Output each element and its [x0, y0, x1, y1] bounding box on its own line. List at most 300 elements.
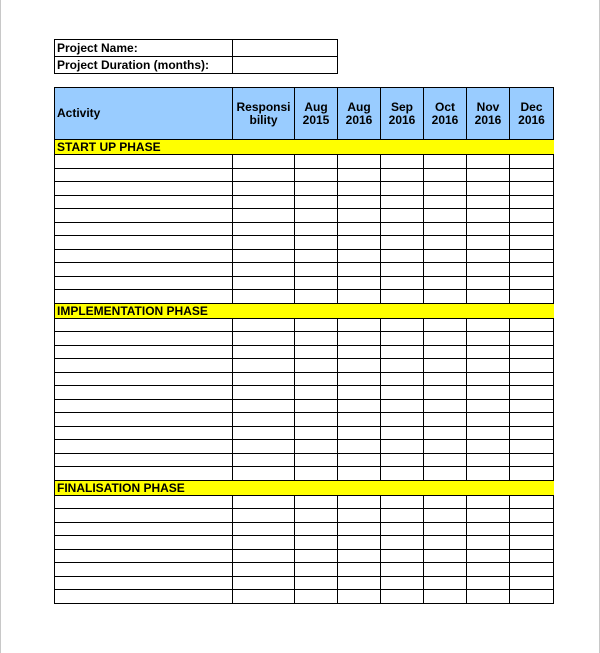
- month-cell[interactable]: [467, 263, 510, 277]
- activity-cell[interactable]: [55, 209, 233, 223]
- month-cell[interactable]: [424, 222, 467, 236]
- month-cell[interactable]: [467, 290, 510, 304]
- month-cell[interactable]: [510, 372, 554, 386]
- month-cell[interactable]: [381, 372, 424, 386]
- responsibility-cell[interactable]: [233, 495, 295, 509]
- month-cell[interactable]: [295, 467, 338, 481]
- month-cell[interactable]: [295, 495, 338, 509]
- responsibility-cell[interactable]: [233, 413, 295, 427]
- responsibility-cell[interactable]: [233, 590, 295, 604]
- month-cell[interactable]: [467, 467, 510, 481]
- month-cell[interactable]: [381, 549, 424, 563]
- responsibility-header-line1: Responsi: [236, 99, 291, 114]
- month-cell[interactable]: [424, 182, 467, 196]
- activity-cell[interactable]: [55, 413, 233, 427]
- month-cell[interactable]: [424, 509, 467, 523]
- month-cell[interactable]: [338, 263, 381, 277]
- month-cell[interactable]: [381, 236, 424, 250]
- project-duration-field[interactable]: [233, 57, 338, 74]
- month-cell[interactable]: [510, 182, 554, 196]
- month-cell[interactable]: [381, 453, 424, 467]
- month-cell[interactable]: [381, 576, 424, 590]
- month-cell[interactable]: [467, 509, 510, 523]
- responsibility-header-line2: bility: [249, 112, 278, 127]
- month-cell[interactable]: [381, 276, 424, 290]
- phase-filler-cell: [424, 480, 467, 495]
- month-cell[interactable]: [338, 440, 381, 454]
- activity-cell[interactable]: [55, 372, 233, 386]
- table-row: [55, 263, 554, 277]
- phase-filler-cell: [233, 303, 295, 318]
- activity-cell[interactable]: [55, 576, 233, 590]
- month-cell[interactable]: [510, 386, 554, 400]
- month-cell[interactable]: [510, 318, 554, 332]
- month-cell[interactable]: [424, 332, 467, 346]
- schedule-table: [54, 87, 554, 604]
- responsibility-cell[interactable]: [233, 168, 295, 182]
- month-cell[interactable]: [295, 276, 338, 290]
- responsibility-cell[interactable]: [233, 290, 295, 304]
- activity-cell[interactable]: [55, 495, 233, 509]
- month-cell[interactable]: [381, 399, 424, 413]
- month-cell[interactable]: [295, 399, 338, 413]
- month-cell[interactable]: [381, 522, 424, 536]
- responsibility-cell[interactable]: [233, 549, 295, 563]
- phase-filler-cell: [338, 480, 381, 495]
- month-cell[interactable]: [467, 413, 510, 427]
- responsibility-cell[interactable]: [233, 276, 295, 290]
- month-cell[interactable]: [424, 440, 467, 454]
- month-header-4: [467, 88, 510, 140]
- month-cell[interactable]: [338, 549, 381, 563]
- month-cell[interactable]: [295, 182, 338, 196]
- responsibility-cell[interactable]: [233, 386, 295, 400]
- activity-cell[interactable]: [55, 563, 233, 577]
- table-row: [55, 522, 554, 536]
- month-cell[interactable]: [338, 182, 381, 196]
- activity-cell[interactable]: [55, 453, 233, 467]
- month-cell[interactable]: [338, 222, 381, 236]
- activity-cell[interactable]: [55, 426, 233, 440]
- month-cell[interactable]: [381, 440, 424, 454]
- month-cell[interactable]: [381, 209, 424, 223]
- month-cell[interactable]: [510, 549, 554, 563]
- month-cell[interactable]: [338, 359, 381, 373]
- month-cell[interactable]: [295, 155, 338, 169]
- activity-cell[interactable]: [55, 222, 233, 236]
- month-cell[interactable]: [510, 590, 554, 604]
- month-header-0: [295, 88, 338, 140]
- month-cell[interactable]: [467, 222, 510, 236]
- table-row: [55, 290, 554, 304]
- month-cell[interactable]: [338, 332, 381, 346]
- table-row: [55, 168, 554, 182]
- month-cell[interactable]: [510, 440, 554, 454]
- responsibility-cell[interactable]: [233, 359, 295, 373]
- month-cell[interactable]: [338, 236, 381, 250]
- month-cell[interactable]: [381, 426, 424, 440]
- month-cell[interactable]: [467, 522, 510, 536]
- month-cell[interactable]: [510, 413, 554, 427]
- activity-cell[interactable]: [55, 386, 233, 400]
- month-cell[interactable]: [467, 345, 510, 359]
- table-row: [55, 195, 554, 209]
- table-row: [55, 413, 554, 427]
- month-cell[interactable]: [381, 168, 424, 182]
- month-year: 2016: [431, 112, 459, 127]
- table-row: [55, 576, 554, 590]
- month-cell[interactable]: [295, 413, 338, 427]
- month-cell[interactable]: [467, 549, 510, 563]
- responsibility-cell[interactable]: [233, 249, 295, 263]
- month-cell[interactable]: [467, 332, 510, 346]
- month-cell[interactable]: [467, 359, 510, 373]
- month-cell[interactable]: [338, 426, 381, 440]
- month-cell[interactable]: [338, 563, 381, 577]
- month-cell[interactable]: [381, 290, 424, 304]
- responsibility-cell[interactable]: [233, 222, 295, 236]
- month-cell[interactable]: [424, 426, 467, 440]
- month-cell[interactable]: [424, 263, 467, 277]
- responsibility-cell[interactable]: [233, 399, 295, 413]
- table-row: [55, 509, 554, 523]
- month-cell[interactable]: [338, 209, 381, 223]
- month-cell[interactable]: [467, 195, 510, 209]
- month-cell[interactable]: [338, 276, 381, 290]
- month-cell[interactable]: [510, 236, 554, 250]
- month-cell[interactable]: [424, 576, 467, 590]
- month-cell[interactable]: [467, 386, 510, 400]
- month-cell[interactable]: [381, 155, 424, 169]
- month-cell[interactable]: [467, 182, 510, 196]
- activity-cell[interactable]: [55, 168, 233, 182]
- activity-cell[interactable]: [55, 155, 233, 169]
- responsibility-cell[interactable]: [233, 467, 295, 481]
- month-cell[interactable]: [338, 155, 381, 169]
- month-cell[interactable]: [381, 495, 424, 509]
- month-cell[interactable]: [338, 290, 381, 304]
- month-cell[interactable]: [467, 155, 510, 169]
- month-cell[interactable]: [510, 576, 554, 590]
- month-cell[interactable]: [424, 290, 467, 304]
- table-row: [55, 332, 554, 346]
- month-cell[interactable]: [381, 590, 424, 604]
- month-cell[interactable]: [381, 563, 424, 577]
- activity-cell[interactable]: [55, 249, 233, 263]
- month-cell[interactable]: [424, 318, 467, 332]
- activity-cell[interactable]: [55, 182, 233, 196]
- month-cell[interactable]: [295, 359, 338, 373]
- month-cell[interactable]: [510, 249, 554, 263]
- phase-header-row: [55, 303, 554, 318]
- month-cell[interactable]: [295, 440, 338, 454]
- responsibility-cell[interactable]: [233, 522, 295, 536]
- table-row: [55, 209, 554, 223]
- month-cell[interactable]: [424, 345, 467, 359]
- month-cell[interactable]: [381, 318, 424, 332]
- month-cell[interactable]: [295, 522, 338, 536]
- month-cell[interactable]: [424, 209, 467, 223]
- month-cell[interactable]: [467, 399, 510, 413]
- month-cell[interactable]: [424, 413, 467, 427]
- month-cell[interactable]: [467, 536, 510, 550]
- month-cell[interactable]: [467, 372, 510, 386]
- month-cell[interactable]: [295, 563, 338, 577]
- month-cell[interactable]: [295, 222, 338, 236]
- month-cell[interactable]: [295, 372, 338, 386]
- month-cell[interactable]: [424, 359, 467, 373]
- month-cell[interactable]: [338, 399, 381, 413]
- month-cell[interactable]: [510, 332, 554, 346]
- month-cell[interactable]: [510, 495, 554, 509]
- month-cell[interactable]: [424, 495, 467, 509]
- month-cell[interactable]: [381, 249, 424, 263]
- month-cell[interactable]: [338, 345, 381, 359]
- activity-cell[interactable]: [55, 332, 233, 346]
- month-header-1: [338, 88, 381, 140]
- month-cell[interactable]: [381, 222, 424, 236]
- month-cell[interactable]: [424, 386, 467, 400]
- month-cell[interactable]: [510, 467, 554, 481]
- activity-cell[interactable]: [55, 399, 233, 413]
- month-cell[interactable]: [510, 222, 554, 236]
- month-name: Nov: [476, 99, 500, 114]
- activity-cell[interactable]: [55, 276, 233, 290]
- table-row: [55, 536, 554, 550]
- phase-filler-cell: [467, 140, 510, 155]
- month-cell[interactable]: [381, 263, 424, 277]
- month-cell[interactable]: [424, 155, 467, 169]
- month-cell[interactable]: [467, 249, 510, 263]
- project-info-table: [54, 39, 338, 74]
- month-cell[interactable]: [510, 345, 554, 359]
- month-cell[interactable]: [381, 345, 424, 359]
- month-cell[interactable]: [338, 590, 381, 604]
- phase-filler-cell: [381, 140, 424, 155]
- activity-cell[interactable]: [55, 522, 233, 536]
- responsibility-cell[interactable]: [233, 209, 295, 223]
- month-cell[interactable]: [381, 359, 424, 373]
- month-cell[interactable]: [381, 386, 424, 400]
- month-cell[interactable]: [424, 276, 467, 290]
- month-cell[interactable]: [381, 332, 424, 346]
- responsibility-cell[interactable]: [233, 440, 295, 454]
- table-row: [55, 249, 554, 263]
- phase-filler-cell: [338, 303, 381, 318]
- month-cell[interactable]: [424, 168, 467, 182]
- month-name: Aug: [304, 99, 328, 114]
- activity-cell[interactable]: [55, 290, 233, 304]
- month-cell[interactable]: [510, 509, 554, 523]
- month-cell[interactable]: [338, 522, 381, 536]
- responsibility-cell[interactable]: [233, 318, 295, 332]
- activity-cell[interactable]: [55, 509, 233, 523]
- month-cell[interactable]: [338, 318, 381, 332]
- responsibility-cell[interactable]: [233, 536, 295, 550]
- responsibility-cell[interactable]: [233, 182, 295, 196]
- phase-filler-cell: [510, 140, 554, 155]
- month-cell[interactable]: [295, 209, 338, 223]
- month-cell[interactable]: [424, 467, 467, 481]
- month-cell[interactable]: [295, 318, 338, 332]
- activity-cell[interactable]: [55, 236, 233, 250]
- month-cell[interactable]: [424, 249, 467, 263]
- month-cell[interactable]: [424, 236, 467, 250]
- month-cell[interactable]: [295, 236, 338, 250]
- responsibility-cell[interactable]: [233, 426, 295, 440]
- month-cell[interactable]: [467, 276, 510, 290]
- month-cell[interactable]: [338, 495, 381, 509]
- responsibility-cell[interactable]: [233, 263, 295, 277]
- month-cell[interactable]: [381, 182, 424, 196]
- month-cell[interactable]: [510, 399, 554, 413]
- month-cell[interactable]: [424, 195, 467, 209]
- month-cell[interactable]: [424, 536, 467, 550]
- month-cell[interactable]: [424, 522, 467, 536]
- responsibility-cell[interactable]: [233, 195, 295, 209]
- month-cell[interactable]: [467, 426, 510, 440]
- month-cell[interactable]: [424, 399, 467, 413]
- activity-cell[interactable]: [55, 590, 233, 604]
- month-cell[interactable]: [510, 168, 554, 182]
- responsibility-cell[interactable]: [233, 453, 295, 467]
- phase-filler-cell: [295, 140, 338, 155]
- month-cell[interactable]: [295, 195, 338, 209]
- month-cell[interactable]: [467, 209, 510, 223]
- month-cell[interactable]: [467, 168, 510, 182]
- month-cell[interactable]: [295, 549, 338, 563]
- month-cell[interactable]: [338, 536, 381, 550]
- month-cell[interactable]: [381, 195, 424, 209]
- activity-cell[interactable]: [55, 467, 233, 481]
- month-cell[interactable]: [510, 563, 554, 577]
- activity-cell[interactable]: [55, 263, 233, 277]
- month-cell[interactable]: [338, 386, 381, 400]
- activity-header: Activity: [55, 88, 233, 140]
- project-name-field[interactable]: [233, 40, 338, 57]
- month-cell[interactable]: [510, 290, 554, 304]
- month-cell[interactable]: [295, 509, 338, 523]
- responsibility-cell[interactable]: [233, 563, 295, 577]
- phase-header-row: [55, 140, 554, 155]
- month-cell[interactable]: [338, 372, 381, 386]
- month-cell[interactable]: [338, 453, 381, 467]
- project-name-label: Project Name:: [55, 40, 233, 57]
- month-cell[interactable]: [295, 453, 338, 467]
- phase-filler-cell: [510, 480, 554, 495]
- month-cell[interactable]: [467, 590, 510, 604]
- month-cell[interactable]: [295, 590, 338, 604]
- month-cell[interactable]: [338, 168, 381, 182]
- activity-cell[interactable]: [55, 318, 233, 332]
- table-row: [55, 182, 554, 196]
- activity-cell[interactable]: [55, 345, 233, 359]
- phase-filler-cell: [233, 140, 295, 155]
- month-cell[interactable]: [510, 155, 554, 169]
- table-row: [55, 386, 554, 400]
- month-name: Aug: [347, 99, 371, 114]
- activity-cell[interactable]: [55, 536, 233, 550]
- month-cell[interactable]: [510, 536, 554, 550]
- month-cell[interactable]: [510, 263, 554, 277]
- table-row: [55, 563, 554, 577]
- month-cell[interactable]: [467, 453, 510, 467]
- month-cell[interactable]: [510, 359, 554, 373]
- activity-cell[interactable]: [55, 359, 233, 373]
- activity-cell[interactable]: [55, 195, 233, 209]
- month-cell[interactable]: [467, 318, 510, 332]
- month-cell[interactable]: [510, 195, 554, 209]
- month-cell[interactable]: [510, 453, 554, 467]
- month-cell[interactable]: [295, 263, 338, 277]
- responsibility-cell[interactable]: [233, 576, 295, 590]
- month-cell[interactable]: [338, 249, 381, 263]
- month-cell[interactable]: [295, 345, 338, 359]
- month-cell[interactable]: [295, 332, 338, 346]
- month-cell[interactable]: [295, 576, 338, 590]
- table-row: [55, 453, 554, 467]
- month-cell[interactable]: [510, 426, 554, 440]
- month-cell[interactable]: [467, 236, 510, 250]
- month-cell[interactable]: [424, 549, 467, 563]
- month-cell[interactable]: [424, 563, 467, 577]
- activity-cell[interactable]: [55, 440, 233, 454]
- month-cell[interactable]: [381, 413, 424, 427]
- responsibility-cell[interactable]: [233, 345, 295, 359]
- month-cell[interactable]: [338, 576, 381, 590]
- month-cell[interactable]: [338, 195, 381, 209]
- responsibility-cell[interactable]: [233, 236, 295, 250]
- month-cell[interactable]: [467, 576, 510, 590]
- responsibility-cell[interactable]: [233, 509, 295, 523]
- month-cell[interactable]: [338, 413, 381, 427]
- month-cell[interactable]: [295, 386, 338, 400]
- responsibility-cell[interactable]: [233, 372, 295, 386]
- month-cell[interactable]: [510, 276, 554, 290]
- month-cell[interactable]: [467, 440, 510, 454]
- month-cell[interactable]: [381, 536, 424, 550]
- month-cell[interactable]: [295, 168, 338, 182]
- month-cell[interactable]: [510, 209, 554, 223]
- month-year: 2016: [474, 112, 502, 127]
- month-cell[interactable]: [295, 426, 338, 440]
- responsibility-cell[interactable]: [233, 332, 295, 346]
- month-header-3: [424, 88, 467, 140]
- month-cell[interactable]: [295, 536, 338, 550]
- phase-filler-cell: [295, 303, 338, 318]
- phase-filler-cell: [381, 480, 424, 495]
- project-duration-row: [55, 57, 338, 74]
- month-cell[interactable]: [424, 590, 467, 604]
- month-cell[interactable]: [467, 563, 510, 577]
- month-cell[interactable]: [295, 290, 338, 304]
- month-cell[interactable]: [510, 522, 554, 536]
- phase-filler-cell: [381, 303, 424, 318]
- month-cell[interactable]: [424, 453, 467, 467]
- month-cell[interactable]: [295, 249, 338, 263]
- month-cell[interactable]: [381, 509, 424, 523]
- month-cell[interactable]: [338, 467, 381, 481]
- month-cell[interactable]: [381, 467, 424, 481]
- activity-cell[interactable]: [55, 549, 233, 563]
- month-cell[interactable]: [424, 372, 467, 386]
- table-row: [55, 236, 554, 250]
- month-cell[interactable]: [338, 509, 381, 523]
- responsibility-cell[interactable]: [233, 155, 295, 169]
- table-row: [55, 440, 554, 454]
- month-cell[interactable]: [467, 495, 510, 509]
- phase-header-row: [55, 480, 554, 495]
